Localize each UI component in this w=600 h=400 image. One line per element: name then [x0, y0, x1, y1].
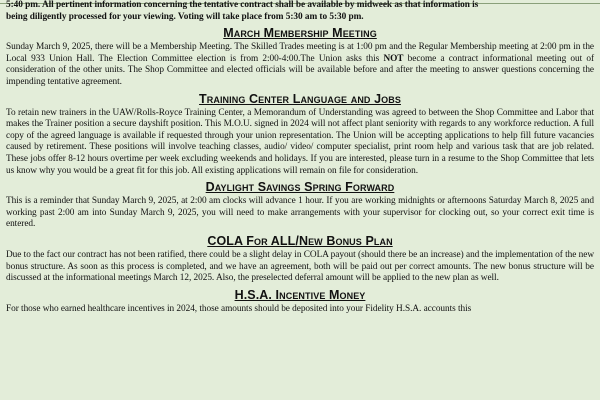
- paragraph-cola-bonus-plan: Due to the fact our contract has not been ratified, there could be a slight delay in COLA payout (should there be an increase) and the implementation of the new bonus structure. As soon as this process is completed, and we have an agreement, both will be paid out per correct amounts. The new bonus structure will be discussed at the informational meetings March 12, 2025. Also, the preselected deferral amount will be applied to the new plan as well.: [6, 249, 594, 284]
- heading-hsa-incentive: H.S.A. Incentive Money: [234, 287, 366, 302]
- membership-text-b: become a contract informational meeting out of consideration of the other units. The Shop Committee and elected officials will be available before and after the meeting to answer questions concerning the impending tentative agreement.: [6, 53, 594, 87]
- heading-march-membership-meeting: March Membership Meeting: [223, 26, 377, 41]
- paragraph-daylight-savings: This is a reminder that Sunday March 9, 2025, at 2:00 am clocks will advance 1 hour. If you are working midnights or afternoons Saturday March 8, 2025 and working past 2:00 am into Sunday March 9, 2025, you will need to make arrangements with your supervisor for clocking out, so your correct exit time is entered.: [6, 196, 594, 230]
- intro-paragraph: [6, 0, 594, 23]
- paragraph-hsa-incentive: For those who earned healthcare incentives in 2024, those amounts should be deposited into your Fidelity H.S.A. accounts this: [6, 303, 472, 314]
- heading-daylight-savings: Daylight Savings Spring Forward: [205, 180, 395, 195]
- paragraph-training-center: To retain new trainers in the UAW/Rolls-Royce Training Center, a Memorandum of Understanding was agreed to between the Shop Committee and Labor that makes the Trainer position a secure dayshift position. This M.O.U. signed in 2024 will not affect plant seniority with regards to any workforce reduction. A full copy of the agreed language is available if requested through your union representation. The Union will be accepting applications to help fill future vacancies caused by retirement. These positions will involve teaching classes, audio/ video/ computer specialist, print room help and various task that are job related. These jobs offer 8-12 hours overtime per week excluding weekends and holidays. If you are interested, please turn in a resume to the Shop Committee that lets us know why you would be a great fit for this job. All existing applications will remain on file for consideration.: [6, 107, 594, 176]
- heading-cola-bonus-plan: COLA For ALL/New Bonus Plan: [207, 233, 393, 248]
- membership-text-emphasis: NOT: [383, 53, 404, 64]
- heading-training-center: Training Center Language and Jobs: [199, 91, 401, 106]
- paragraph-march-membership-meeting: [6, 42, 594, 88]
- membership-text-a: Sunday March 9, 2025, there will be a Membership Meeting. The Skilled Trades meeting is at 1:00 pm and the Regular Membership meeting at 2:00 pm in the Local 933 Union Hall. The Election Committee election is from 2:00-4:00.The Union asks this: [6, 42, 594, 64]
- intro-line-1: 5:40 pm. All pertinent information concerning the tentative contract shall be available by midweek as that information is: [6, 0, 479, 10]
- intro-line-2: being diligently processed for your viewing. Voting will take place from 5:30 am to 5:30 pm.: [6, 11, 364, 22]
